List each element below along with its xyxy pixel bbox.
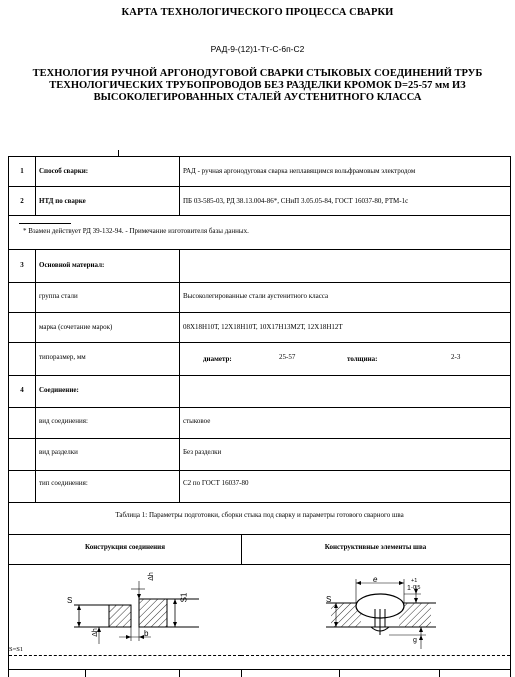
row-label: вид соединения: — [39, 417, 88, 425]
left-plate — [109, 605, 131, 627]
dim-label-b: b — [144, 629, 149, 638]
subtitle-line: ВЫСОКОЛЕГИРОВАННЫХ СТАЛЕЙ АУСТЕНИТНОГО КЛАССА — [93, 92, 422, 103]
row-divider — [9, 407, 510, 408]
dim-label-s1: S1 — [179, 592, 189, 603]
row-divider — [9, 502, 510, 503]
dim-label-dh: Δh — [147, 572, 155, 581]
row-value: Без разделки — [183, 448, 222, 456]
dim-label-g1: 1 — [407, 585, 411, 592]
process-card-table — [8, 156, 511, 677]
doc-code: РАД-9-(12)1-Тт-С-6п-С2 — [210, 44, 305, 54]
row-divider — [9, 215, 510, 216]
row-number: 2 — [20, 197, 24, 205]
row-value: 08Х18Н10Т, 12Х18Н10Т, 10Х17Н13М2Т, 12Х18Н12Т — [183, 323, 343, 331]
row-number: 3 — [20, 261, 24, 269]
row-value: ПБ 03-585-03, РД 38.13.004-86*, СНиП 3.05.05-84, ГОСТ 16037-80, РТМ-1с — [183, 197, 409, 205]
subtitle-line: ТЕХНОЛОГИЯ РУЧНОЙ АРГОНОДУГОВОЙ СВАРКИ СТЫКОВЫХ СОЕДИНЕНИЙ ТРУБ — [32, 68, 483, 79]
row-label: типоразмер, мм — [39, 353, 86, 361]
row-label: Основной материал: — [39, 261, 105, 269]
row-value: Высоколегированные стали аустенитного класса — [183, 292, 329, 300]
row-label: тип соединения: — [39, 479, 88, 487]
row-label: вид разделки — [39, 448, 78, 456]
row-label: группа стали — [39, 292, 78, 300]
col-divider — [35, 157, 36, 215]
dim-label-e: e — [373, 575, 378, 584]
row-label: Способ сварки: — [39, 167, 89, 175]
arrow-head — [77, 605, 81, 610]
dim-label-g: g — [413, 637, 417, 644]
row-divider — [9, 186, 510, 187]
col-divider — [179, 157, 180, 215]
row-divider — [9, 438, 510, 439]
col-divider — [35, 249, 36, 502]
row-divider — [9, 249, 510, 250]
dim-tolerance: +1 — [411, 578, 418, 584]
right-plate — [139, 599, 167, 627]
column-header: Конструкция соединения — [84, 543, 166, 551]
row-divider — [9, 564, 510, 565]
thickness-value: 2-3 — [451, 353, 461, 361]
diameter-value: 25-57 — [279, 353, 296, 361]
dim-label-s: S — [67, 596, 73, 605]
row-number: 1 — [20, 167, 24, 175]
arrow-head — [356, 581, 361, 585]
dim-tolerance: -0,5 — [411, 585, 421, 591]
row-divider — [9, 312, 510, 313]
row-value: стыковое — [183, 417, 211, 425]
weld-elements-drawing — [321, 569, 461, 659]
row-value: РАД - ручная аргонодуговая сварка неплавящимся вольфрамовым электродом — [183, 167, 416, 175]
arrow-head — [399, 581, 404, 585]
row-value: С2 по ГОСТ 16037-80 — [183, 479, 249, 487]
table-caption: Таблица 1: Параметры подготовки, сборки стыка под сварку и параметры готового сварного шва — [115, 511, 404, 519]
row-label: НТД по сварке — [39, 197, 86, 205]
row-divider — [9, 342, 510, 343]
diameter-label: диаметр: — [203, 355, 232, 363]
row-divider — [9, 534, 510, 535]
column-header: Конструктивные элементы шва — [324, 543, 427, 551]
footnote: * Взамен действует РД 39-132-94. - Примечание изготовителя базы данных. — [23, 227, 249, 235]
dim-label-dh2: Δh — [91, 628, 99, 637]
thickness-note: S=S1 — [9, 646, 24, 653]
arrow-head — [419, 627, 423, 632]
row-number: 4 — [20, 386, 24, 394]
row-divider — [9, 282, 510, 283]
thickness-label: толщина: — [347, 355, 378, 363]
col-divider — [179, 249, 180, 502]
arrow-head — [173, 622, 177, 627]
row-divider — [9, 375, 510, 376]
joint-construction-drawing — [39, 569, 229, 649]
arrow-head — [419, 635, 423, 640]
row-divider — [9, 470, 510, 471]
arrow-head — [126, 635, 131, 639]
subtitle-line: ТЕХНОЛОГИЧЕСКИХ ТРУБОПРОВОДОВ БЕЗ РАЗДЕЛКИ КРОМОК D=25-57 мм ИЗ — [49, 80, 466, 91]
dim-label-s: S — [326, 595, 332, 604]
arrow-head — [77, 622, 81, 627]
doc-subtitle — [0, 68, 515, 104]
dashed-divider — [9, 655, 241, 656]
row-label: Соединение: — [39, 386, 79, 394]
arrow-head — [414, 598, 418, 603]
arrow-head — [173, 599, 177, 604]
doc-title: КАРТА ТЕХНОЛОГИЧЕСКОГО ПРОЦЕССА СВАРКИ — [121, 7, 394, 18]
row-label: марка (сочетание марок) — [39, 323, 113, 331]
note-rule — [19, 223, 71, 224]
